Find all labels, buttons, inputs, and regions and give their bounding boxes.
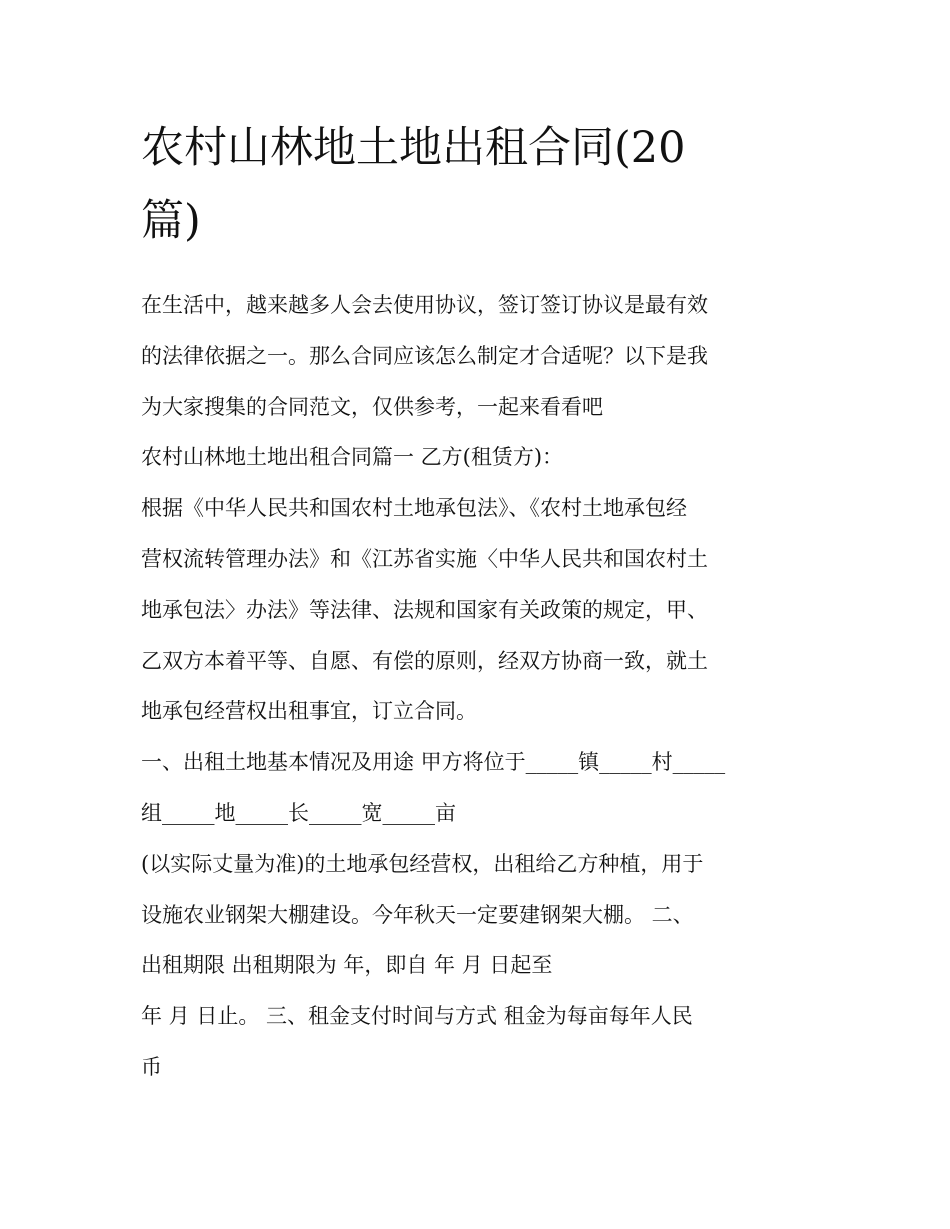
body-line: 乙双方本着平等、自愿、有偿的原则，经双方协商一致，就土: [141, 648, 708, 673]
body-line: 在生活中，越来越多人会去使用协议，签订签订协议是最有效: [141, 293, 708, 317]
body-line: 年 月 日止。 三、租金支付时间与方式 租金为每亩每年人民: [141, 1004, 693, 1029]
title-line-2: 篇): [141, 196, 201, 246]
body-line: 的法律依据之一。那么合同应该怎么制定才合适呢？以下是我: [141, 343, 708, 368]
body-line: 一、出租土地基本情况及用途 甲方将位于_____镇_____村_____: [141, 750, 726, 775]
body-line: 地承包法〉办法》等法律、法规和国家有关政策的规定，甲、: [141, 597, 708, 622]
body-line: 组_____地_____长_____宽_____亩: [141, 800, 456, 825]
body-line: (以实际丈量为准)的土地承包经营权，出租给乙方种植，用于: [141, 851, 704, 876]
body-line: 币: [141, 1054, 162, 1079]
body-line: 农村山林地土地出租合同篇一 乙方(租赁方)：: [141, 445, 564, 470]
body-line: 根据《中华人民共和国农村土地承包法》、《农村土地承包经: [141, 496, 687, 521]
title-line-1: 农村山林地土地出租合同(20: [141, 123, 686, 173]
body-line: 为大家搜集的合同范文，仅供参考，一起来看看吧: [141, 394, 603, 419]
body-line: 地承包经营权出租事宜，订立合同。: [141, 699, 477, 724]
body-line: 设施农业钢架大棚建设。今年秋天一定要建钢架大棚。 二、: [141, 902, 694, 927]
body-line: 营权流转管理办法》和《江苏省实施〈中华人民共和国农村土: [141, 546, 708, 571]
document-body: [141, 280, 821, 1093]
body-line: 出租期限 出租期限为 年，即自 年 月 日起至: [141, 953, 553, 978]
document-title: [141, 112, 801, 258]
